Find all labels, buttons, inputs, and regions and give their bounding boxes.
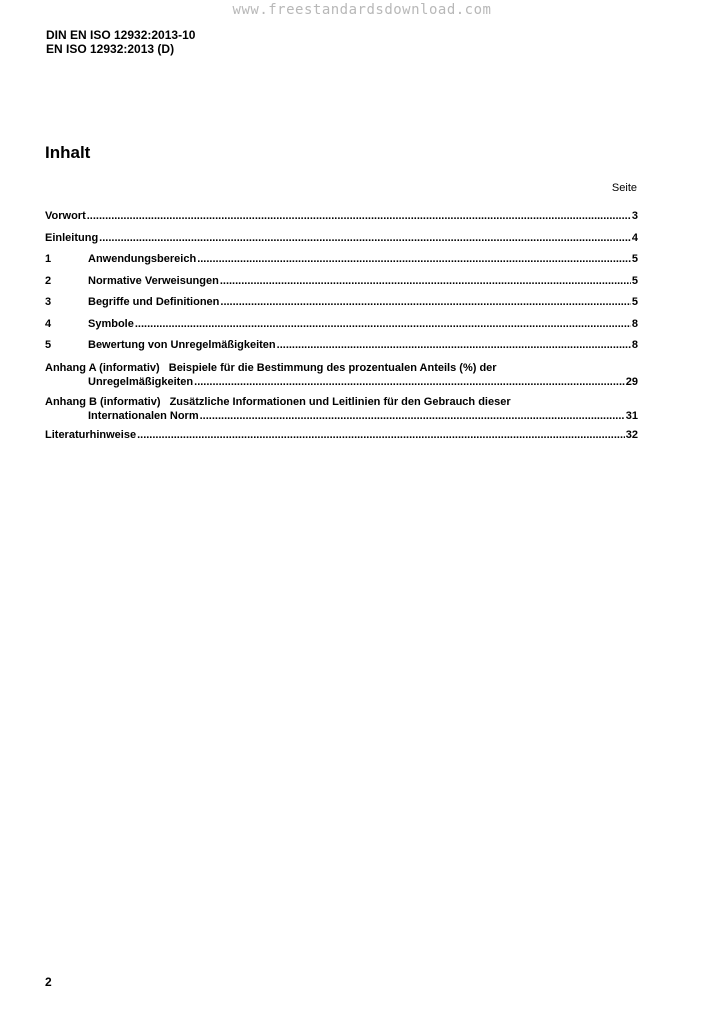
annex-title-line2: Unregelmäßigkeiten [88, 375, 194, 388]
toc-leader-dots [137, 429, 625, 441]
toc-title: Inhalt [45, 143, 91, 162]
toc-entry-annex-a[interactable] [45, 361, 638, 389]
toc-entry-page: 5 [631, 296, 638, 308]
toc-entry-3[interactable] [45, 296, 638, 318]
toc-entry-1[interactable] [45, 253, 638, 275]
toc-entry-annex-b[interactable] [45, 395, 638, 423]
toc-leader-dots [277, 339, 631, 351]
document-id-en: EN ISO 12932:2013 (D) [46, 42, 175, 56]
page-number: 2 [45, 975, 52, 989]
toc-entry-number: 1 [45, 253, 52, 265]
toc-entry-page: 29 [625, 375, 638, 388]
toc-leader-dots [220, 296, 630, 308]
toc-entry-number: 4 [45, 317, 52, 330]
toc-entry-page: 8 [631, 317, 638, 330]
toc-entry-label: Anwendungsbereich [88, 253, 197, 265]
toc-leader-dots [200, 409, 625, 423]
toc-leader-dots [194, 375, 625, 389]
toc-entry-page: 5 [631, 253, 638, 265]
toc-entry-page: 8 [631, 339, 638, 351]
annex-label: Anhang B (informativ) [45, 395, 161, 408]
toc-entry-label: Symbole [88, 317, 134, 330]
toc-entry-5[interactable] [45, 339, 638, 361]
toc-entry-number: 3 [45, 296, 52, 308]
toc-entry-page: 5 [631, 274, 638, 287]
toc-entry-page: 31 [625, 409, 638, 422]
toc-entry-4[interactable] [45, 318, 638, 340]
toc-entry-number: 2 [45, 274, 52, 287]
annex-title-line1: Zusätzliche Informationen und Leitlinien für den Gebrauch dieser [169, 395, 511, 408]
toc-leader-dots [135, 318, 631, 330]
page-column-label: Seite [611, 182, 637, 194]
table-of-contents [45, 210, 638, 450]
toc-leader-dots [99, 232, 631, 244]
toc-entry-einleitung[interactable] [45, 232, 638, 254]
document-header [46, 28, 195, 56]
toc-entry-number: 5 [45, 339, 52, 351]
toc-leader-dots [197, 253, 631, 265]
document-id-din: DIN EN ISO 12932:2013-10 [46, 28, 196, 42]
toc-entry-label: Bewertung von Unregelmäßigkeiten [88, 339, 276, 351]
toc-entry-page: 3 [631, 210, 638, 222]
toc-entry-page: 32 [625, 428, 638, 441]
toc-entry-2[interactable] [45, 275, 638, 297]
toc-entry-literaturhinweise[interactable] [45, 429, 638, 451]
toc-entry-vorwort[interactable] [45, 210, 638, 232]
annex-title-line1: Beispiele für die Bestimmung des prozentualen Anteils (%) der [168, 361, 497, 374]
toc-leader-dots [220, 275, 631, 287]
toc-entry-label: Einleitung [45, 231, 99, 244]
watermark: www.freestandardsdownload.com [232, 2, 492, 18]
toc-entry-label: Normative Verweisungen [88, 274, 219, 287]
toc-entry-label: Vorwort [45, 210, 86, 222]
toc-entry-label: Literaturhinweise [45, 428, 137, 441]
annex-label: Anhang A (informativ) [45, 361, 160, 374]
toc-entry-label: Begriffe und Definitionen [88, 296, 220, 308]
toc-entry-page: 4 [631, 231, 638, 244]
annex-title-line2: Internationalen Norm [88, 409, 199, 422]
toc-leader-dots [87, 210, 631, 222]
